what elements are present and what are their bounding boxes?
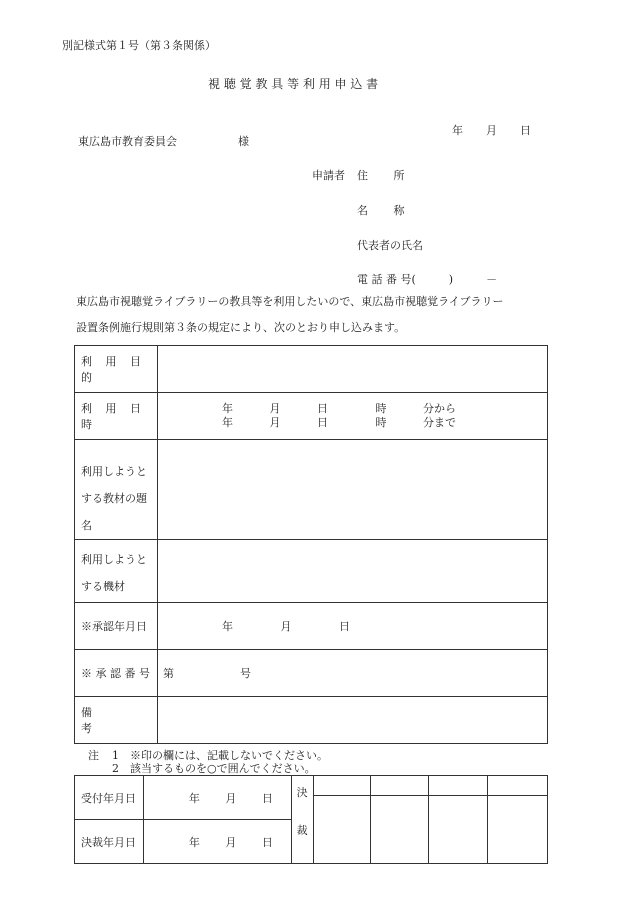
addressee-org: 東広島市教育委員会 bbox=[78, 135, 177, 148]
receipt-table bbox=[74, 775, 548, 864]
material-title-label: 利用しようとする教材の題名 bbox=[75, 440, 158, 540]
approval-number-row bbox=[75, 650, 548, 697]
datetime-row bbox=[75, 393, 548, 440]
decision-date-label: 決裁年月日 bbox=[75, 820, 144, 864]
datetime-label: 利 用 日 時 bbox=[75, 393, 158, 440]
note-item-2: 2 該当するものを○で囲んでください。 bbox=[112, 762, 316, 775]
remarks-row bbox=[75, 697, 548, 744]
approver-stamp-cell[interactable] bbox=[371, 796, 429, 864]
date-month-label: 月 bbox=[486, 124, 497, 137]
approval-number-label: ※ 承 認 番 号 bbox=[75, 650, 158, 697]
datetime-field[interactable] bbox=[157, 393, 547, 440]
addressee-honorific: 様 bbox=[238, 135, 249, 148]
approver-stamp-cell[interactable] bbox=[429, 796, 488, 864]
equipment-label: 利用しようとする機材 bbox=[75, 540, 158, 603]
approver-header-cell bbox=[313, 776, 371, 796]
approver-header-cell bbox=[429, 776, 488, 796]
purpose-row bbox=[75, 346, 548, 393]
approver-stamp-cell[interactable] bbox=[488, 796, 548, 864]
note-item-1: 1 ※印の欄には、記載しないでください。 bbox=[112, 749, 328, 762]
approval-number-field: 第 号 bbox=[157, 650, 547, 697]
applicant-label: 申請者 bbox=[312, 169, 345, 182]
applicant-phone-label: 電 話 番 号( ) － bbox=[357, 273, 498, 286]
document-title: 視 聴 覚 教 具 等 利 用 申 込 書 bbox=[208, 77, 379, 91]
kessai-label-cell bbox=[291, 776, 313, 864]
datetime-from: 年 月 日 時 分から bbox=[221, 402, 456, 416]
approval-date-field: 年 月 日 bbox=[157, 603, 547, 650]
kessai-top-char: 決 bbox=[296, 786, 308, 799]
applicant-address-label: 住 所 bbox=[357, 169, 405, 182]
date-year-label: 年 bbox=[452, 124, 463, 137]
kessai-bottom-char: 裁 bbox=[296, 824, 308, 837]
material-title-field[interactable] bbox=[157, 440, 547, 540]
notes-prefix: 注 bbox=[88, 749, 99, 762]
received-date-field: 年 月 日 bbox=[143, 776, 291, 820]
date-day-label: 日 bbox=[520, 124, 531, 137]
equipment-row bbox=[75, 540, 548, 603]
material-title-row bbox=[75, 440, 548, 540]
intro-line-2: 設置条例施行規則第３条の規定により、次のとおり申し込みます。 bbox=[76, 321, 406, 334]
received-date-label: 受付年月日 bbox=[75, 776, 144, 820]
purpose-label: 利 用 目 的 bbox=[75, 346, 158, 393]
intro-line-1: 東広島市視聴覚ライブラリーの教具等を利用したいので、東広島市視聴覚ライブラリー bbox=[76, 295, 504, 308]
datetime-to: 年 月 日 時 分まで bbox=[221, 416, 456, 429]
applicant-name-label: 名 称 bbox=[357, 204, 405, 217]
equipment-field[interactable] bbox=[157, 540, 547, 603]
application-form-table bbox=[74, 345, 548, 744]
remarks-label: 備 考 bbox=[75, 697, 158, 744]
approver-header-cell bbox=[371, 776, 429, 796]
purpose-field[interactable] bbox=[157, 346, 547, 393]
approver-header-cell bbox=[488, 776, 548, 796]
approval-date-label: ※承認年月日 bbox=[75, 603, 158, 650]
remarks-field[interactable] bbox=[157, 697, 547, 744]
form-number-label: 別記様式第１号（第３条関係） bbox=[62, 39, 216, 52]
applicant-representative-label: 代表者の氏名 bbox=[357, 239, 423, 252]
approver-stamp-cell[interactable] bbox=[313, 796, 371, 864]
decision-date-field: 年 月 日 bbox=[143, 820, 291, 864]
receipt-header-row bbox=[75, 776, 548, 796]
approval-date-row bbox=[75, 603, 548, 650]
